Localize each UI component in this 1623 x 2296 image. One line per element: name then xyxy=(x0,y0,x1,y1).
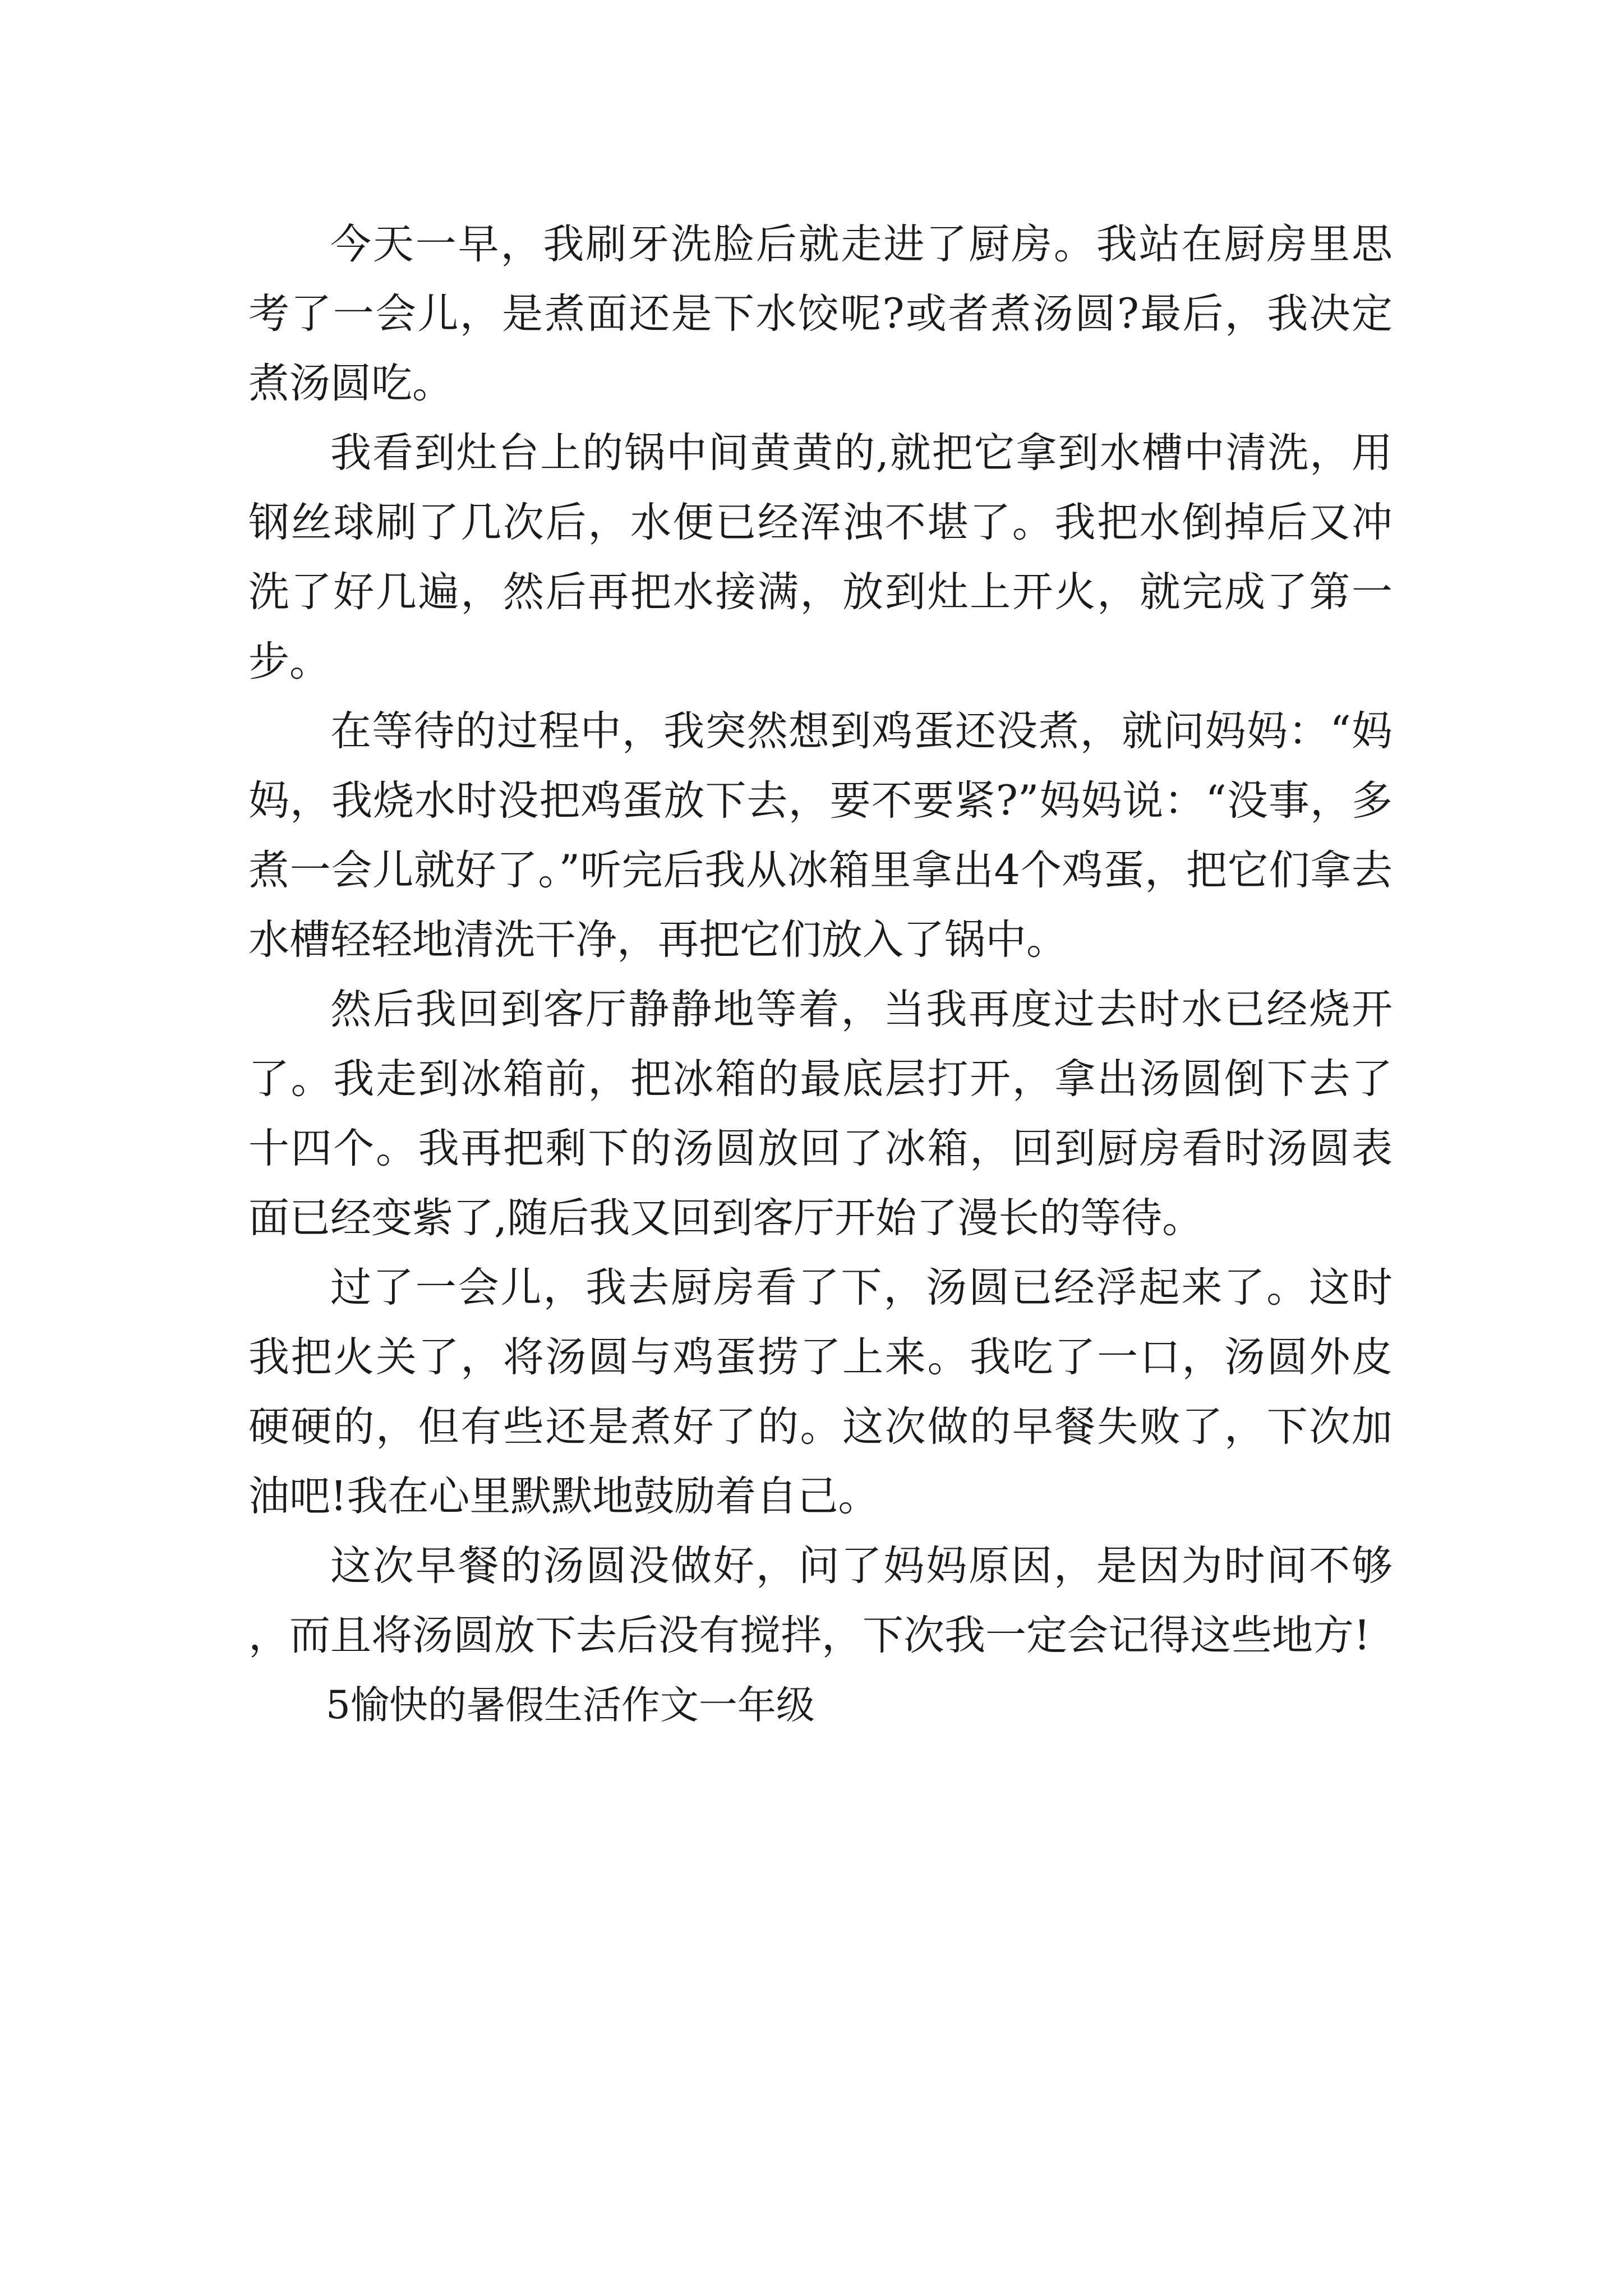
paragraph-6: 这次早餐的汤圆没做好，问了妈妈原因，是因为时间不够，而且将汤圆放下去后没有搅拌，下次我一定会记得这些地方! xyxy=(248,1542,1393,1659)
paragraph-1: 今天一早，我刷牙洗脸后就走进了厨房。我站在厨房里思考了一会儿，是煮面还是下水饺呢?或者煮汤圆?最后，我决定煮汤圆吃。 xyxy=(248,220,1393,407)
paragraph-2: 我看到灶台上的锅中间黄黄的,就把它拿到水槽中清洗，用钢丝球刷了几次后，水便已经浑浊不堪了。我把水倒掉后又冲洗了好几遍，然后再把水接满，放到灶上开火，就完成了第一步。 xyxy=(248,429,1393,685)
document-body xyxy=(248,210,1393,1740)
paragraph-5: 过了一会儿，我去厨房看了下，汤圆已经浮起来了。这时我把火关了，将汤圆与鸡蛋捞了上来。我吃了一口，汤圆外皮硬硬的，但有些还是煮好了的。这次做的早餐失败了，下次加油吧!我在心里默默地鼓励着自己。 xyxy=(248,1264,1393,1520)
next-essay-title: 5愉快的暑假生活作文一年级 xyxy=(326,1683,815,1728)
paragraph-4: 然后我回到客厅静静地等着，当我再度过去时水已经烧开了。我走到冰箱前，把冰箱的最底层打开，拿出汤圆倒下去了十四个。我再把剩下的汤圆放回了冰箱，回到厨房看时汤圆表面已经变紫了,随后我又回到客厅开始了漫长的等待。 xyxy=(248,986,1393,1242)
paragraph-3: 在等待的过程中，我突然想到鸡蛋还没煮，就问妈妈：“妈妈，我烧水时没把鸡蛋放下去，要不要紧?”妈妈说：“没事，多煮一会儿就好了。”听完后我从冰箱里拿出4个鸡蛋，把它们拿去水槽轻轻地清洗干净，再把它们放入了锅中。 xyxy=(248,707,1393,964)
